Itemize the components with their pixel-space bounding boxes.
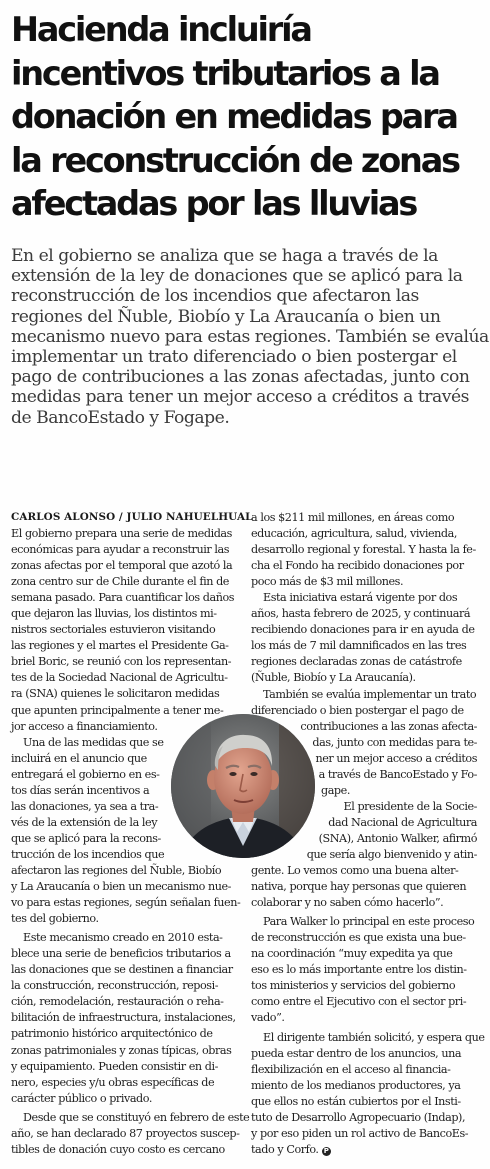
body-line: zonas afectas por el temporal que azotó la <box>11 559 233 573</box>
body-line: briel Boric, se reunió con los representan- <box>11 655 232 669</box>
deck-line: reconstrucción de los incendios que afectaron las <box>11 286 419 307</box>
byline: CARLOS ALONSO / JULIO NAHUELHUAL <box>11 511 253 523</box>
body-line: El presidente de la Socie- <box>343 799 477 813</box>
deck-line: regiones del Ñuble, Biobío y La Araucanía o bien un <box>11 306 441 327</box>
body-line: semana pasado. Para cuantificar los daños <box>11 591 235 605</box>
body-line: incluirá en el anuncio que <box>11 751 147 765</box>
body-line: dad Nacional de Agricultura <box>328 815 477 829</box>
body-line: gente. Lo vemos como una buena alter- <box>251 864 459 878</box>
body-line: que apunten principalmente a tener me- <box>11 703 224 717</box>
body-line: ción, remodelación, restauración o reha- <box>11 995 224 1009</box>
body-line: nero, especies y/u obras específicas de <box>11 1075 215 1089</box>
body-line: año, se han declarado 87 proyectos suscep- <box>11 1126 240 1140</box>
body-line: El gobierno prepara una serie de medidas <box>11 527 232 540</box>
body-line: de reconstrucción es que exista una bue- <box>251 931 466 945</box>
body-line: ra (SNA) quienes le solicitaron medidas <box>11 687 220 701</box>
body-line: las donaciones que se destinen a financiar <box>11 963 233 977</box>
body-line: que se aplicó para la recons- <box>11 831 161 845</box>
body-line: carácter público o privado. <box>11 1091 152 1105</box>
deck-line: mecanismo nuevo para estas regiones. También se evalúa <box>11 326 489 347</box>
headline-line: incentivos tributarios a la <box>11 53 439 93</box>
body-line: educación, agricultura, salud, vivienda, <box>251 527 457 541</box>
body-line: afectaron las regiones del Ñuble, Biobío <box>11 863 222 877</box>
deck-line: En el gobierno se analiza que se haga a través de la <box>11 246 438 266</box>
body-line: zonas patrimoniales y zonas típicas, obras <box>11 1043 232 1057</box>
body-line: vo para estas regiones, según señalan fuen- <box>11 896 241 910</box>
body-line: económicas para ayudar a reconstruir las <box>11 543 229 557</box>
body-line: que ellos no están cubiertos por el Insti- <box>251 1094 461 1108</box>
deck-line: implementar un trato diferenciado o bien postergar el <box>11 347 457 368</box>
body-line: jor acceso a financiamiento. <box>11 719 158 733</box>
body-line: tes de la Sociedad Nacional de Agricultu- <box>11 671 228 685</box>
headline <box>11 8 483 226</box>
deck-line: de BancoEstado y Fogape. <box>11 407 230 428</box>
body-line: años, hasta febrero de 2025, y continuará <box>251 607 471 621</box>
deck-line: medidas para tener un mejor acceso a créditos a través <box>11 387 469 408</box>
body-line: poco más de $3 mil millones. <box>251 575 404 589</box>
portrait-illustration <box>171 714 315 858</box>
body-line: das, junto con medidas para te- <box>312 735 477 749</box>
body-line: diferenciado o bien postergar el pago de <box>251 703 464 717</box>
body-line: a través de BancoEstado y Fo- <box>318 767 477 781</box>
article-deck <box>11 246 489 428</box>
body-line: (SNA), Antonio Walker, afirmó <box>318 831 477 845</box>
body-line: blece una serie de beneficios tributarios a <box>11 947 231 961</box>
body-line: y equipamiento. Pueden consistir en di- <box>11 1059 218 1073</box>
portrait-photo <box>171 714 315 858</box>
body-line: tibles de donación cuyo costo es cercano <box>11 1142 225 1156</box>
body-line: vés de la extensión de la ley <box>11 815 158 829</box>
body-line: na coordinación “muy expedita ya que <box>251 947 453 961</box>
body-line: gape. <box>321 783 350 797</box>
body-line: ner un mejor acceso a créditos <box>315 751 477 765</box>
body-line: que sería algo bienvenido y atin- <box>306 847 477 861</box>
deck-line: pago de contribuciones a las zonas afectadas, junto con <box>11 367 470 388</box>
body-line: la construcción, reconstrucción, reposi- <box>11 979 219 993</box>
body-line: como entre el Ejecutivo con el sector pri- <box>251 995 467 1009</box>
body-line: y La Araucanía o bien un mecanismo nue- <box>11 880 232 894</box>
body-line: tes del gobierno. <box>11 912 99 926</box>
body-line: zona centro sur de Chile durante el fin de <box>11 575 229 589</box>
body-line-last <box>251 1142 477 1158</box>
end-of-article-icon: P <box>322 1147 331 1156</box>
body-line: tos días serán incentivos a <box>11 783 150 797</box>
body-line: Desde que se constituyó en febrero de este <box>23 1110 250 1124</box>
body-line: También se evalúa implementar un trato <box>263 687 477 701</box>
body-line: vado”. <box>251 1011 285 1025</box>
body-line: cha el Fondo ha recibido donaciones por <box>251 559 464 573</box>
body-line: y por eso piden un rol activo de BancoEs- <box>251 1126 469 1140</box>
headline-line: afectadas por las lluvias <box>11 184 417 223</box>
body-line: Para Walker lo principal en este proceso <box>263 915 475 929</box>
deck-line: extensión de la ley de donaciones que se aplicó para la <box>11 266 463 287</box>
body-line: nistros sectoriales estuvieron visitando <box>11 623 216 637</box>
body-line: tuto de Desarrollo Agropecuario (Indap), <box>251 1110 466 1124</box>
body-line: Esta iniciativa estará vigente por dos <box>263 591 458 605</box>
body-line: Este mecanismo creado en 2010 esta- <box>23 931 223 945</box>
body-line: Una de las medidas que se <box>23 735 164 749</box>
body-line: colaborar y no saben cómo hacerlo”. <box>251 896 444 910</box>
body-line: a los $211 mil millones, en áreas como <box>251 511 455 524</box>
body-line: los más de 7 mil damnificados en las tres <box>251 639 467 653</box>
body-line: bilitación de infraestructura, instalaciones, <box>11 1011 236 1025</box>
body-line: miento de los medianos productores, ya <box>251 1078 461 1092</box>
headline-line: donación en medidas para <box>11 97 457 136</box>
body-line: entregará el gobierno en es- <box>11 767 160 781</box>
body-line: que dejaron las lluvias, los distintos mi- <box>11 607 217 621</box>
body-line: tos ministerios y servicios del gobierno <box>251 979 456 993</box>
body-line: recibiendo donaciones para ir en ayuda de <box>251 623 475 637</box>
headline-line: la reconstrucción de zonas <box>11 140 459 180</box>
body-line: pueda estar dentro de los anuncios, una <box>251 1046 462 1060</box>
body-line: las regiones y el martes el Presidente Ga- <box>11 639 229 653</box>
body-line: flexibilización en el acceso al financia- <box>251 1062 451 1076</box>
body-line: eso es lo más importante entre los distin- <box>251 963 467 977</box>
headline-line: Hacienda incluiría <box>11 10 311 49</box>
body-line: (Ñuble, Biobío y La Araucanía). <box>251 671 416 685</box>
body-line: contribuciones a las zonas afecta- <box>300 719 477 733</box>
body-line: El dirigente también solicitó, y espera que <box>263 1030 485 1044</box>
body-line: nativa, porque hay personas que quieren <box>251 880 467 894</box>
body-line: regiones declaradas zonas de catástrofe <box>251 655 462 669</box>
body-line-text: tado y Corfo. <box>251 1142 319 1156</box>
body-line: patrimonio histórico arquitectónico de <box>11 1027 213 1041</box>
body-line: las donaciones, ya sea a tra- <box>11 799 159 813</box>
body-line: desarrollo regional y forestal. Y hasta la fe- <box>251 543 476 557</box>
body-line: trucción de los incendios que <box>11 847 165 861</box>
